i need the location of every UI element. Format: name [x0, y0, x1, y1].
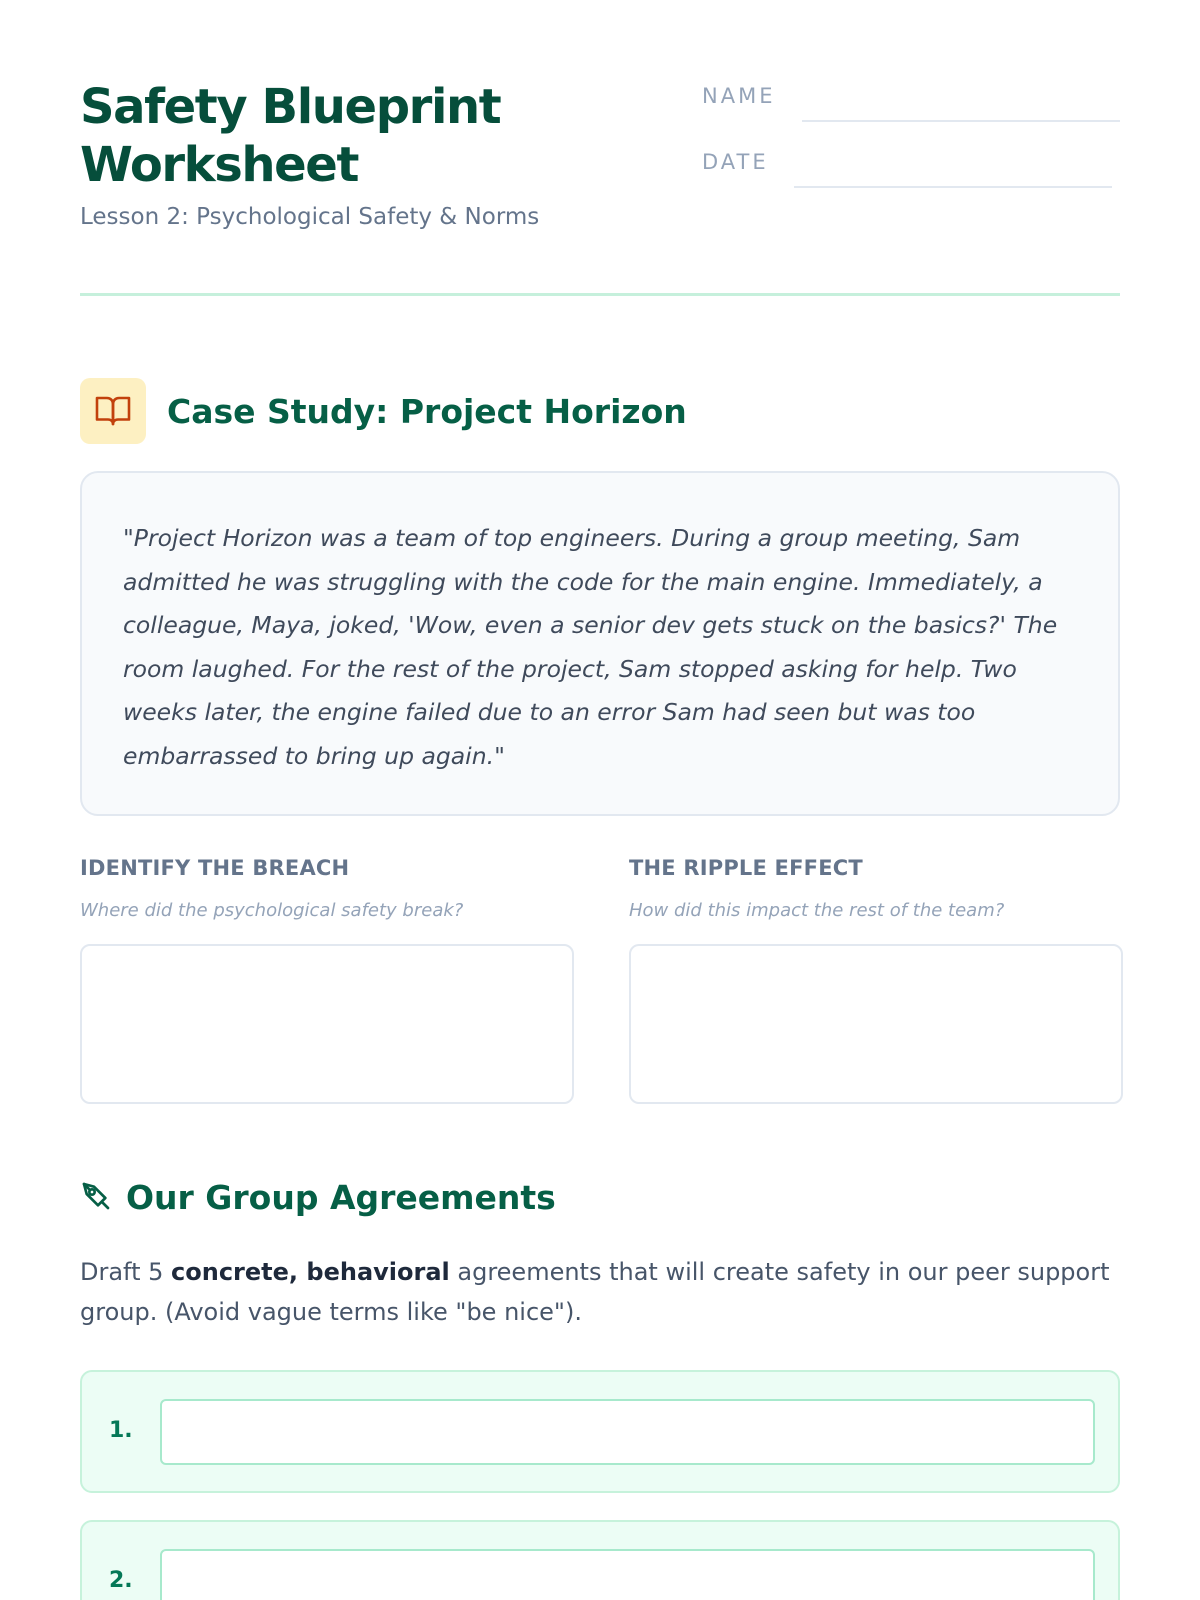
agreement-number: 1. [109, 1418, 133, 1443]
desc-post: agreements that will create safety in our peer support group. (Avoid vague terms like "be nice"). [80, 1258, 1110, 1326]
breach-section [80, 856, 574, 1104]
desc-bold: concrete, behavioral [171, 1258, 450, 1286]
breach-hint: Where did the psychological safety break? [80, 900, 464, 921]
ripple-label: THE RIPPLE EFFECT [629, 856, 863, 880]
name-label: NAME [702, 84, 776, 108]
agreements-description [80, 1252, 1120, 1332]
agreements-title: Our Group Agreements [126, 1178, 556, 1217]
agreements-heading [80, 1178, 556, 1217]
name-line[interactable] [802, 120, 1120, 122]
open-book-icon [80, 378, 146, 444]
date-line[interactable] [794, 186, 1112, 188]
case-study-box [80, 471, 1120, 816]
agreement-input[interactable] [160, 1549, 1095, 1600]
case-study-text: "Project Horizon was a team of top engineers. During a group meeting, Sam admitted he was struggling with the code for the main engine. Immediately, a colleague, Maya, joked, 'Wow, even a senior dev gets stuck on the basics?' The room laughed. For the rest of the project, Sam stopped asking for help. Two weeks later, the engine failed due to an error Sam had seen but was too embarrassed to bring up again." [123, 524, 1058, 770]
agreement-item [80, 1370, 1120, 1493]
agreement-input[interactable] [160, 1399, 1095, 1465]
ripple-answer-box[interactable] [629, 944, 1123, 1104]
date-label: DATE [702, 150, 769, 174]
page-subtitle: Lesson 2: Psychological Safety & Norms [80, 204, 540, 230]
date-field[interactable] [702, 148, 1120, 188]
page-title: Safety Blueprint Worksheet [80, 79, 501, 193]
case-study-heading [80, 378, 687, 444]
case-study-title: Case Study: Project Horizon [167, 391, 687, 431]
name-field[interactable] [702, 82, 1120, 122]
agreement-item [80, 1520, 1120, 1600]
breach-answer-box[interactable] [80, 944, 574, 1104]
breach-label: IDENTIFY THE BREACH [80, 856, 350, 880]
agreement-number: 2. [109, 1568, 133, 1593]
pen-tool-icon [80, 1180, 112, 1216]
worksheet-header [80, 0, 1120, 296]
ripple-section [629, 856, 1123, 1104]
ripple-hint: How did this impact the rest of the team? [629, 900, 1005, 921]
desc-pre: Draft 5 [80, 1258, 172, 1286]
